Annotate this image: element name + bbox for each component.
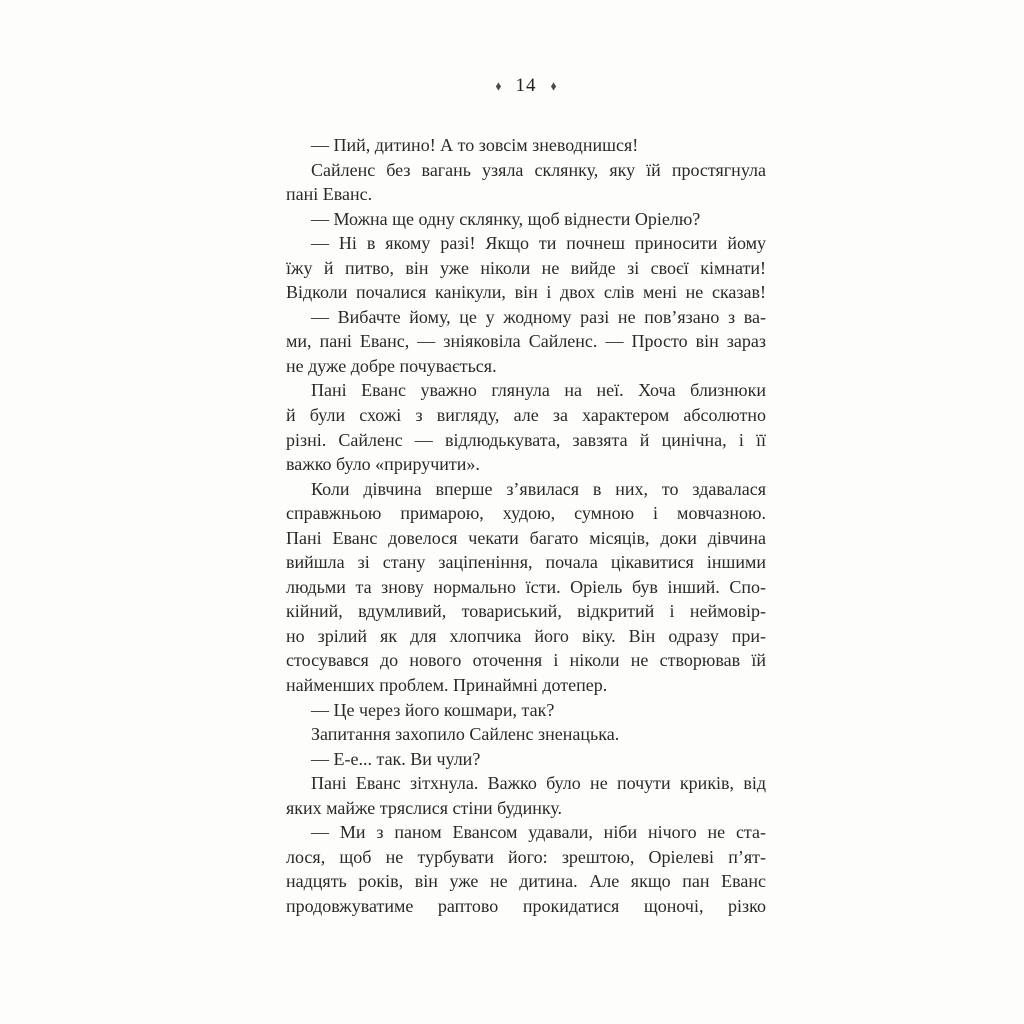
text-block (286, 133, 766, 919)
text-line: Сайленс без вагань узяла склянку, яку їй простягнула (311, 159, 766, 180)
text-line: продовжуватиме раптово прокидатися щоночі, різко (286, 895, 766, 916)
text-line: й були схожі з вигляду, але за характером абсолютно (286, 405, 766, 426)
diamond-ornament-left-icon: ♦ (495, 77, 502, 94)
text-line: но зрілий як для хлопчика його віку. Він одразу при- (286, 625, 766, 646)
text-line: — Ми з паном Евансом удавали, ніби нічого не ста- (311, 822, 766, 843)
text-line: — Можна ще одну склянку, щоб віднести Оріелю? (311, 208, 701, 229)
text-line: кійний, вдумливий, товариський, відкритий і неймовір- (286, 601, 766, 622)
text-line: — Вибачте йому, це у жодному разі не пов’язано з ва- (311, 306, 766, 327)
text-line: пані Еванс. (286, 184, 373, 205)
text-line: — Пий, дитино! А то зовсім зневоднишся! (311, 135, 639, 155)
text-line: — Ні в якому разі! Якщо ти почнеш приносити йому (311, 233, 766, 254)
text-line: Пані Еванс уважно глянула на неї. Хоча близнюки (311, 380, 766, 401)
text-line: різні. Сайленс — відлюдькувата, завзята й цинічна, і її (286, 429, 766, 450)
text-line: Коли дівчина вперше з’явилася в них, то здавалася (311, 478, 766, 499)
text-line: Запитання захопило Сайленс зненацька. (311, 724, 620, 745)
paragraph (286, 231, 766, 305)
text-line: яких майже тряслися стіни будинку. (286, 797, 563, 818)
paragraph (286, 820, 766, 918)
text-line: лося, щоб не турбувати його: зрештою, Оріелеві п’ят- (286, 846, 766, 867)
text-line: Пані Еванс довелося чекати багато місяців, доки дівчина (286, 527, 766, 548)
text-line: їжу й питво, він уже ніколи не вийде зі своєї кімнати! (286, 257, 766, 278)
page-header (286, 76, 766, 95)
paragraph (286, 747, 766, 772)
text-line: Пані Еванс зітхнула. Важко було не почути криків, від (311, 773, 766, 794)
paragraph (286, 133, 766, 158)
text-line: не дуже добре почувається. (286, 355, 497, 376)
text-line: — Е-е... так. Ви чули? (311, 748, 481, 769)
paragraph (286, 477, 766, 698)
paragraph (286, 722, 766, 747)
text-line: вийшла зі стану заціпеніння, почала цікавитися іншими (286, 552, 766, 573)
text-line: людьми та знову нормально їсти. Оріель був інший. Спо- (286, 576, 766, 597)
paragraph (286, 305, 766, 379)
paragraph (286, 378, 766, 476)
paragraph (286, 771, 766, 820)
text-line: справжньою примарою, худою, сумною і мовчазною. (286, 503, 766, 524)
text-line: надцять років, він уже не дитина. Але якщо пан Еванс (286, 871, 766, 892)
text-line: важко було «приручити». (286, 454, 480, 475)
page-number: 14 (515, 75, 537, 96)
paragraph (286, 698, 766, 723)
diamond-ornament-right-icon: ♦ (550, 77, 557, 94)
text-line: ми, пані Еванс, — зніяковіла Сайленс. — Просто він зараз (286, 331, 766, 352)
text-line: Відколи почалися канікули, він і двох слів мені не сказав! (286, 282, 766, 303)
paragraph (286, 158, 766, 207)
text-line: — Це через його кошмари, так? (311, 699, 555, 720)
text-line: стосувався до нового оточення і ніколи не створював їй (286, 650, 766, 671)
text-line: найменших проблем. Принаймні дотепер. (286, 675, 608, 696)
paragraph (286, 207, 766, 232)
